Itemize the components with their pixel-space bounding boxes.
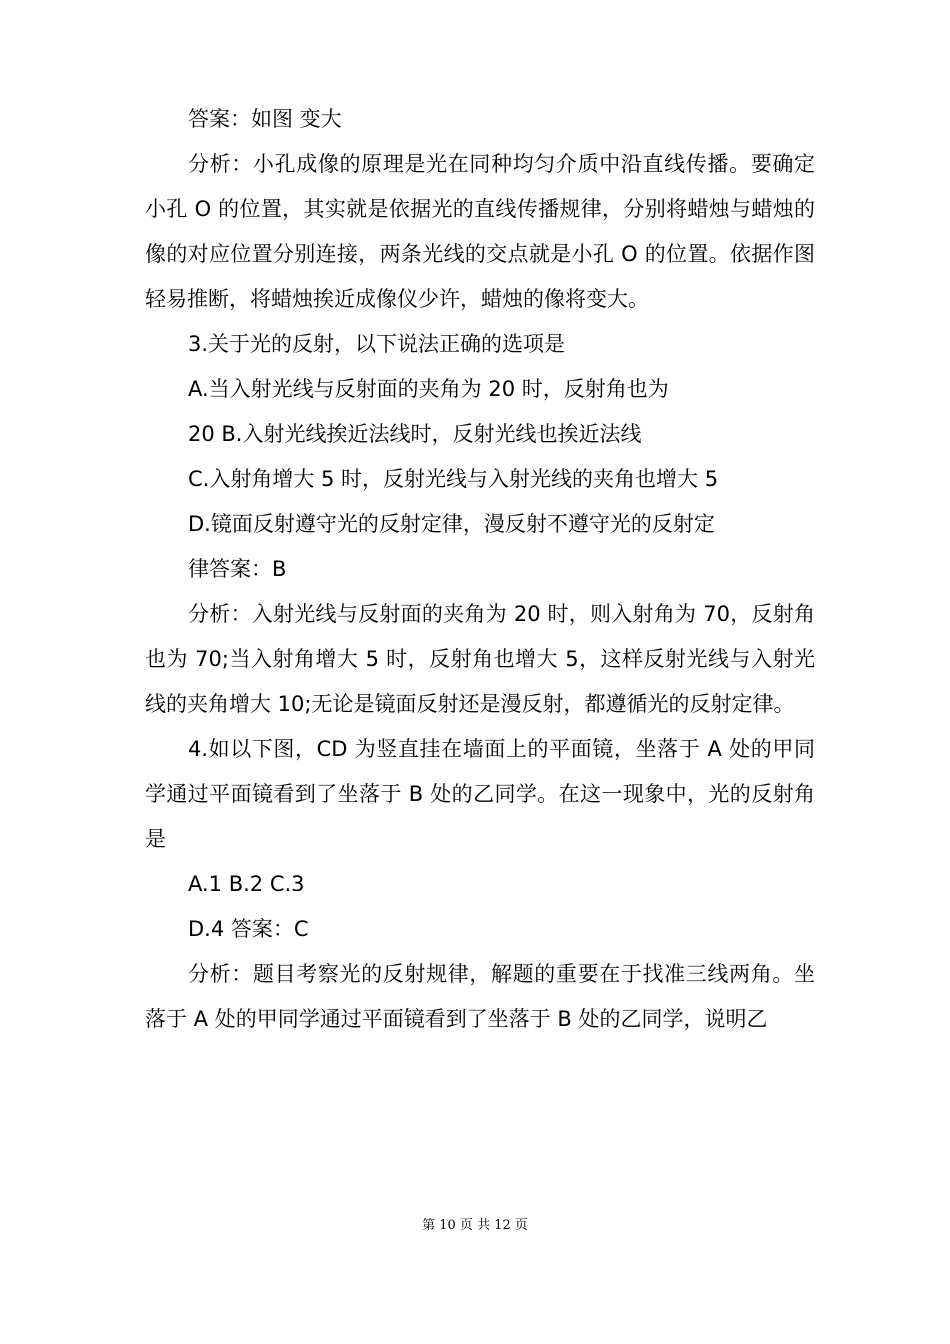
analysis-paragraph: 分析：小孔成像的原理是光在同种均匀介质中沿直线传播。要确定小孔 O 的位置，其实就是依据光的直线传播规律，分别将蜡烛与蜡烛的像的对应位置分别连接，两条光线的交点就是小孔 O 的位置。依据作图轻易推断，将蜡烛挨近成像仪少许，蜡烛的像将变大。 xyxy=(145,152,815,311)
answer-paragraph: 答案：如图 变大 xyxy=(188,107,342,131)
question-3-answer: 律答案：B xyxy=(188,557,287,581)
question-4-options: A.1 B.2 C.3 xyxy=(188,872,305,896)
page-number-label: 第 10 页 共 12 页 xyxy=(422,1218,528,1233)
question-3-option-d: D.镜面反射遵守光的反射定律，漫反射不遵守光的反射定 xyxy=(188,512,715,536)
document-body xyxy=(145,97,815,1042)
question-3-option-b: 20 B.入射光线挨近法线时，反射光线也挨近法线 xyxy=(188,422,642,446)
page-footer xyxy=(0,1217,950,1235)
question-3-analysis: 分析：入射光线与反射面的夹角为 20 时，则入射角为 70，反射角也为 70;当入射角增大 5 时，反射角也增大 5，这样反射光线与入射光线的夹角增大 10;无论是镜面反射还是漫反射，都遵循光的反射定律。 xyxy=(145,602,815,716)
question-3-option-c: C.入射角增大 5 时，反射光线与入射光线的夹角也增大 5 xyxy=(188,467,719,491)
question-4-analysis: 分析：题目考察光的反射规律，解题的重要在于找准三线两角。坐落于 A 处的甲同学通过平面镜看到了坐落于 B 处的乙同学，说明乙 xyxy=(145,962,815,1031)
question-3-option-a: A.当入射光线与反射面的夹角为 20 时，反射角也为 xyxy=(188,377,669,401)
question-4-stem: 4.如以下图，CD 为竖直挂在墙面上的平面镜，坐落于 A 处的甲同学通过平面镜看到了坐落于 B 处的乙同学。在这一现象中，光的反射角是 xyxy=(145,737,815,851)
question-4-answer: D.4 答案：C xyxy=(188,917,309,941)
question-3-stem: 3.关于光的反射，以下说法正确的选项是 xyxy=(188,332,566,356)
